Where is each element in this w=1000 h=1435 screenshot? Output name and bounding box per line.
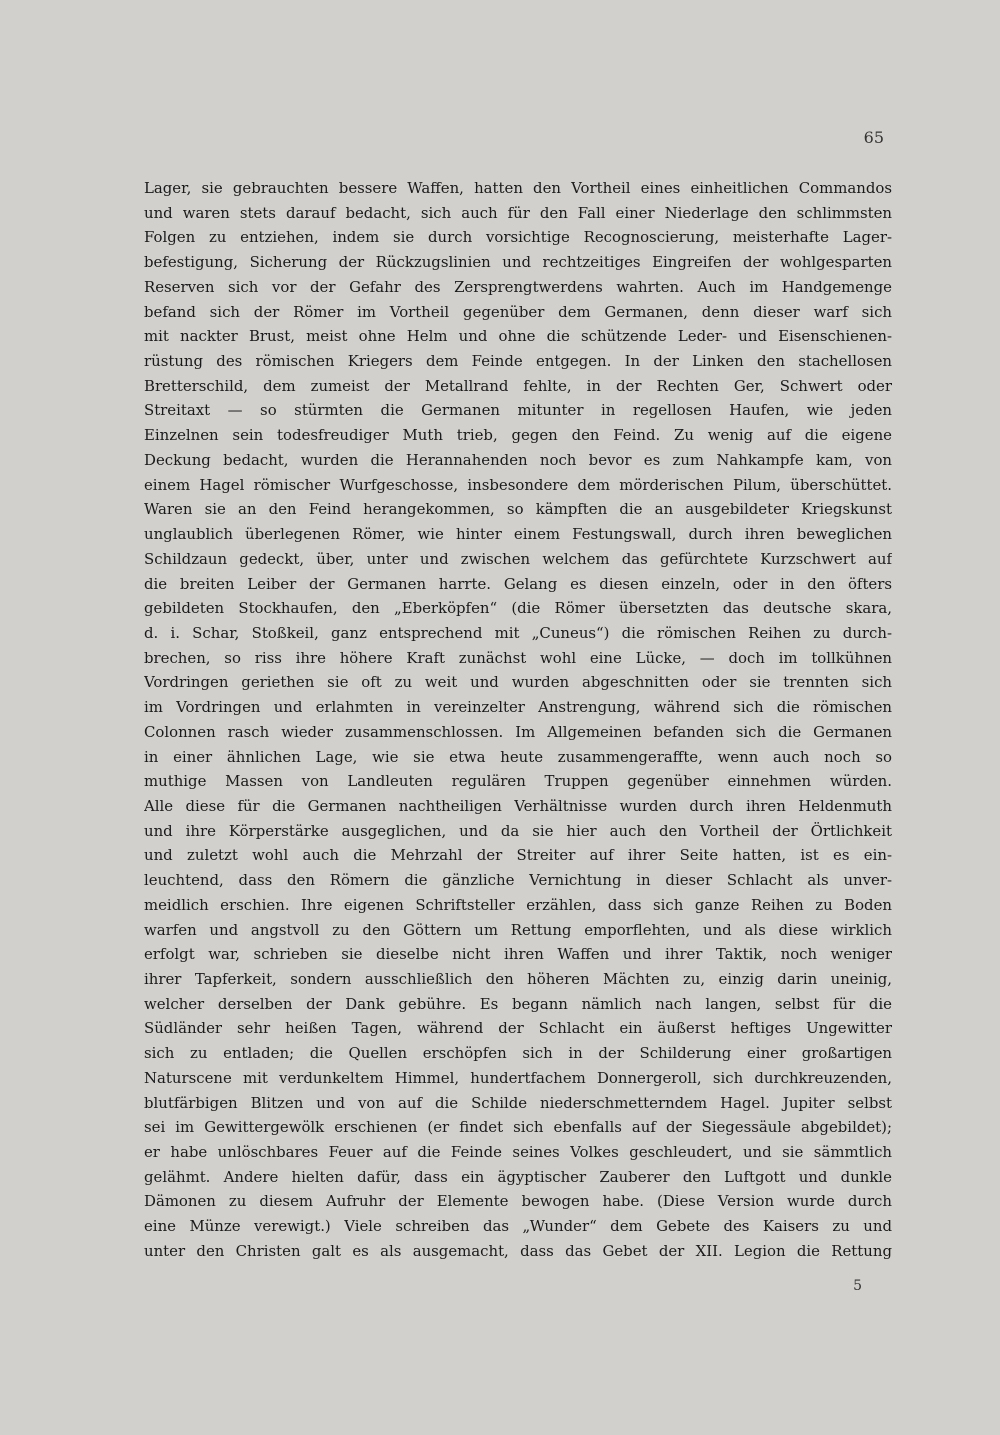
text-line: Einzelnen sein todesfreudiger Muth trieb, gegen den Feind. Zu wenig auf die eigene (144, 426, 892, 445)
text-line: leuchtend, dass den Römern die gänzliche Vernichtung in dieser Schlacht als unver- (144, 871, 892, 890)
text-line: Naturscene mit verdunkeltem Himmel, hundertfachem Donnergeroll, sich durchkreuzenden, (144, 1068, 892, 1087)
text-line: Alle diese für die Germanen nachtheiligen Verhältnisse wurden durch ihren Heldenmuth (144, 796, 892, 815)
text-line: sei im Gewittergewölk erschienen (er findet sich ebenfalls auf der Siegessäule abgebildet); (144, 1118, 892, 1137)
text-line: Deckung bedacht, wurden die Herannahenden noch bevor es zum Nahkampfe kam, von (144, 450, 892, 469)
text-line: im Vordringen und erlahmten in vereinzelter Anstrengung, während sich die römischen (144, 698, 892, 717)
text-line: Waren sie an den Feind herangekommen, so kämpften die an ausgebildeter Kriegskunst (144, 500, 892, 519)
body-text (144, 176, 892, 1264)
text-line: Folgen zu entziehen, indem sie durch vorsichtige Recognoscierung, meisterhafte Lager- (144, 228, 892, 247)
text-line: Schildzaun gedeckt, über, unter und zwischen welchem das gefürchtete Kurzschwert auf (144, 549, 892, 568)
signature-mark: 5 (853, 1278, 862, 1294)
text-line: und zuletzt wohl auch die Mehrzahl der Streiter auf ihrer Seite hatten, ist es ein- (144, 846, 892, 865)
text-line: ihrer Tapferkeit, sondern ausschließlich den höheren Mächten zu, einzig darin uneinig, (144, 970, 892, 988)
text-line: unter den Christen galt es als ausgemacht, dass das Gebet der XII. Legion die Rettung (144, 1241, 892, 1260)
page-number: 65 (863, 128, 884, 147)
text-line: gelähmt. Andere hielten dafür, dass ein ägyptischer Zauberer den Luftgott und dunkle (144, 1167, 892, 1186)
text-line: Reserven sich vor der Gefahr des Zersprengtwerdens wahrten. Auch im Handgemenge (144, 277, 892, 296)
text-line: in einer ähnlichen Lage, wie sie etwa heute zusammengeraffte, wenn auch noch so (144, 747, 892, 766)
text-line: Colonnen rasch wieder zusammenschlossen. Im Allgemeinen befanden sich die Germanen (144, 722, 892, 741)
text-line: warfen und angstvoll zu den Göttern um Rettung emporflehten, und als diese wirklich (144, 920, 892, 939)
text-line: und ihre Körperstärke ausgeglichen, und da sie hier auch den Vortheil der Örtlichkeit (144, 821, 892, 840)
text-line: sich zu entladen; die Quellen erschöpfen sich in der Schilderung einer großartigen (144, 1044, 892, 1063)
text-line: unglaublich überlegenen Römer, wie hinter einem Festungswall, durch ihren beweglichen (144, 525, 892, 544)
text-line: Streitaxt — so stürmten die Germanen mitunter in regellosen Haufen, wie jeden (144, 401, 892, 420)
text-line: er habe unlöschbares Feuer auf die Feinde seines Volkes geschleudert, und sie sämmtlich (144, 1143, 892, 1162)
text-line: gebildeten Stockhaufen, den „Eberköpfen“ (die Römer übersetzten das deutsche skara, (144, 599, 892, 618)
text-line: Lager, sie gebrauchten bessere Waffen, hatten den Vortheil eines einheitlichen Commandos (144, 179, 892, 197)
text-line: und waren stets darauf bedacht, sich auch für den Fall einer Niederlage den schlimmsten (144, 203, 892, 222)
text-line: blutfärbigen Blitzen und von auf die Schilde niederschmetterndem Hagel. Jupiter selbst (144, 1093, 892, 1112)
text-line: d. i. Schar, Stoßkeil, ganz entsprechend mit „Cuneus“) die römischen Reihen zu durch- (144, 623, 892, 642)
text-line: welcher derselben der Dank gebühre. Es begann nämlich nach langen, selbst für die (144, 994, 892, 1013)
text-line: rüstung des römischen Kriegers dem Feinde entgegen. In der Linken den stachellosen (144, 352, 892, 371)
text-line: meidlich erschien. Ihre eigenen Schriftsteller erzählen, dass sich ganze Reihen zu Boden (144, 895, 892, 914)
text-line: befestigung, Sicherung der Rückzugslinien und rechtzeitiges Eingreifen der wohlgesparten (144, 253, 892, 272)
text-line: die breiten Leiber der Germanen harrte. Gelang es diesen einzeln, oder in den öfters (144, 574, 892, 593)
text-line: Vordringen geriethen sie oft zu weit und wurden abgeschnitten oder sie trennten sich (144, 673, 892, 692)
text-line: eine Münze verewigt.) Viele schreiben das „Wunder“ dem Gebete des Kaisers zu und (144, 1217, 892, 1236)
text-line: muthige Massen von Landleuten regulären Truppen gegenüber einnehmen würden. (144, 772, 892, 791)
text-line: einem Hagel römischer Wurfgeschosse, insbesondere dem mörderischen Pilum, überschüttet. (144, 475, 892, 494)
text-line: mit nackter Brust, meist ohne Helm und ohne die schützende Leder- und Eisenschienen- (144, 327, 892, 346)
text-line: Südländer sehr heißen Tagen, während der Schlacht ein äußerst heftiges Ungewitter (144, 1019, 892, 1038)
text-line: Bretterschild, dem zumeist der Metallrand fehlte, in der Rechten Ger, Schwert oder (144, 376, 892, 395)
text-line: Dämonen zu diesem Aufruhr der Elemente bewogen habe. (Diese Version wurde durch (144, 1192, 892, 1211)
text-line: befand sich der Römer im Vortheil gegenüber dem Germanen, denn dieser warf sich (144, 302, 892, 321)
text-line: erfolgt war, schrieben sie dieselbe nicht ihren Waffen und ihrer Taktik, noch weniger (144, 945, 892, 964)
text-line: brechen, so riss ihre höhere Kraft zunächst wohl eine Lücke, — doch im tollkühnen (144, 648, 892, 667)
